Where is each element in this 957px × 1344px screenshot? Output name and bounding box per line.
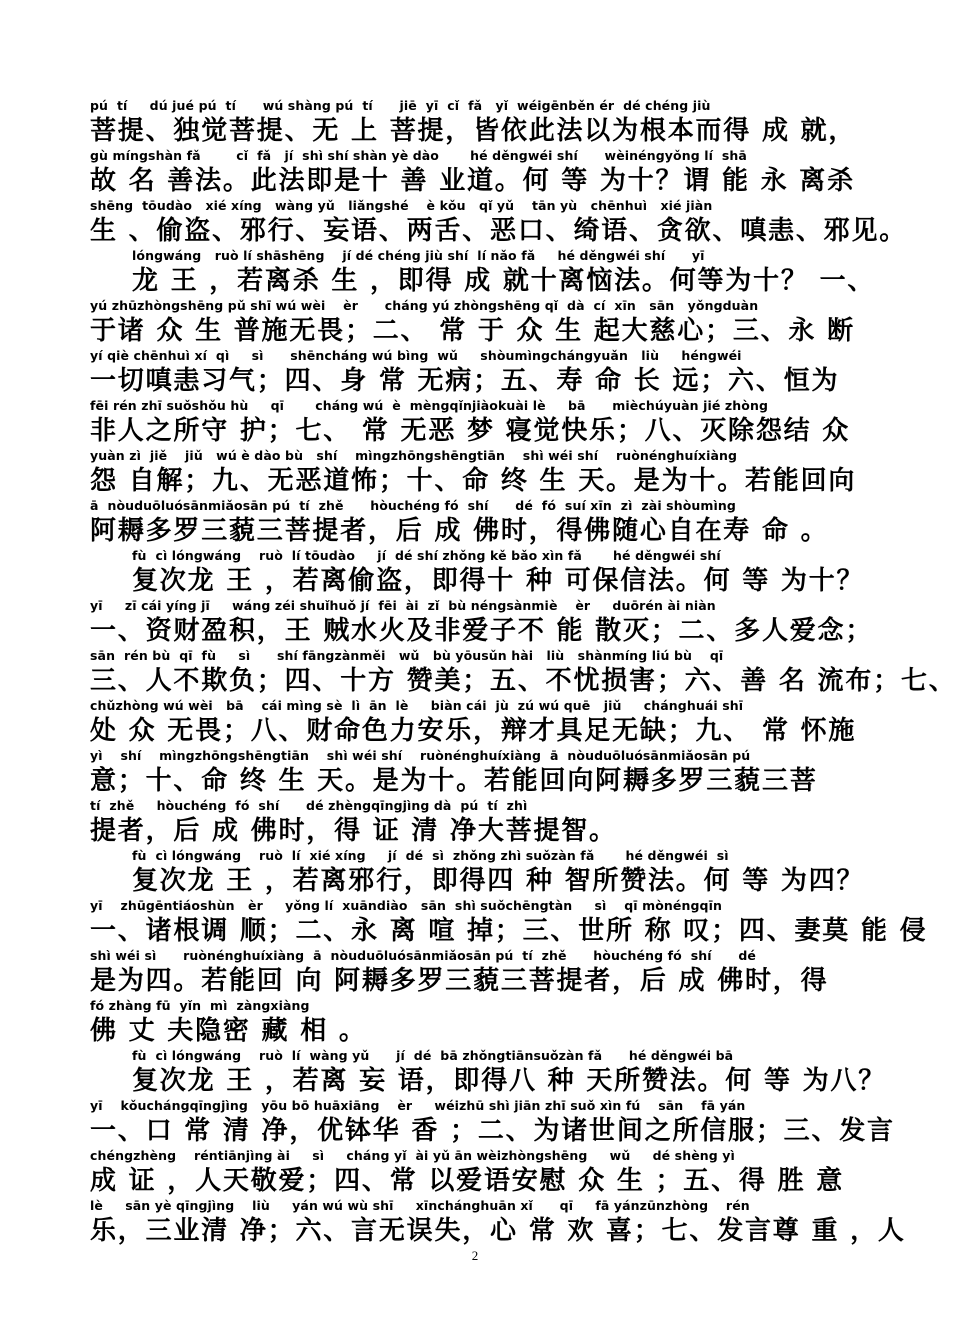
text-line [90,598,874,648]
pinyin-annotation: fó zhàng fū yǐn mì zàngxiàng [90,998,310,1013]
text-line [90,698,865,748]
text-line [90,198,908,248]
text-line [90,898,928,948]
chinese-text: 一切嗔恚习气；四、身 常 无病；五、寿 命 长 远；六、恒为 [90,366,840,396]
chinese-text: 复次龙 王 ，若离 妄 语，即得八 种 天所赞法。何 等 为八？ [132,1066,887,1096]
text-line [90,1148,865,1198]
pinyin-annotation: chǔzhòng wú wèi bā cái mìng sè lì ān lè biàn cái jù zú wú quē jiǔ chánghuái shī [90,698,744,713]
pinyin-annotation: shì wéi sì ruònénghuíxiàng ā nòuduōluósānmiǎosān pú tí zhě hòuchéng fó shí dé [90,948,756,963]
text-line [90,298,865,348]
pinyin-annotation: fù cì lóngwáng ruò lí tōudào jí dé shí zhǒng kě bǎo xìn fǎ hé děngwéi shí [132,548,721,563]
chinese-text: 菩提、独觉菩提、无 上 菩提，皆依此法以为根本而得 成 就， [90,116,857,146]
chinese-text: 三、人不欺负；四、十方 赞美；五、不忧损害；六、善 名 流布；七、 [90,666,957,696]
chinese-text: 非人之所守 护；七、 常 无恶 梦 寝觉快乐；八、灭除怨结 众 [90,416,851,446]
text-line [90,748,865,798]
pinyin-annotation: yuàn zì jiě jiǔ wú è dào bù shí mìngzhōngshēngtiān shì wéi shí ruònénghuíxiàng [90,448,738,463]
chinese-text: 佛 丈 夫隐密 藏 相 。 [90,1016,367,1046]
chinese-text: 提者，后 成 佛时，得 证 清 净大菩提智。 [90,816,617,846]
text-line [90,398,865,448]
chinese-text: 复次龙 王 ，若离邪行，即得四 种 智所赞法。何 等 为四？ [132,866,865,896]
pinyin-annotation: fēi rén zhī suǒshǒu hù qī cháng wú è mèngqǐnjiàokuài lè bā mièchúyuàn jié zhòng [90,398,768,413]
chinese-text: 一、诸根调 顺；二、永 离 喧 掉；三、世所 称 叹；四、妻莫 能 侵 [90,916,928,946]
pinyin-annotation: yí qiè chēnhuì xí qì sì shēncháng wú bìng wǔ shòumìngchángyuǎn liù héngwéi [90,348,742,363]
pinyin-annotation: pú tí dú jué pú tí wú shàng pú tí jiē yī cǐ fǎ yǐ wéigēnběn ér dé chéng jiù [90,98,711,113]
pinyin-annotation: yī kǒuchángqīngjìng yōu bō huāxiāng èr wéizhū shì jiān zhī suǒ xìn fú sān fā yán [90,1098,746,1113]
text-line [90,448,865,498]
chinese-text: 是为四。若能回 向 阿耨多罗三藐三菩提者，后 成 佛时，得 [90,966,829,996]
text-line [90,98,865,148]
page-number: 2 [471,1248,479,1263]
pinyin-annotation: ā nòuduōluósānmiǎosān pú tí zhě hòuchéng fó shí dé fó suí xīn zì zài shòumìng [90,498,736,513]
document-page [90,98,957,1248]
chinese-text: 处 众 无畏；八、财命色力安乐，辩才具足无缺；九、 常 怀施 [90,716,857,746]
text-line [90,548,865,598]
text-line [90,498,865,548]
pinyin-annotation: tí zhě hòuchéng fó shí dé zhèngqīngjìng dà pú tí zhì [90,798,528,813]
chinese-text: 复次龙 王 ，若离偷盗，即得十 种 可保信法。何 等 为十？ [132,566,865,596]
pinyin-annotation: fù cì lóngwáng ruò lí xié xíng jí dé sì zhǒng zhì suǒzàn fǎ hé děngwéi sì [132,848,729,863]
pinyin-annotation: yì shí mìngzhōngshēngtiān shì wéi shí ruònénghuíxiàng ā nòuduōluósānmiǎosān pú [90,748,751,763]
text-line [90,648,957,698]
chinese-text: 一、口 常 清 净，优钵华 香 ；二、为诸世间之所信服；三、发言 [90,1116,895,1146]
text-line [90,798,865,848]
pinyin-annotation: fù cì lóngwáng ruò lí wàng yǔ jí dé bā zhǒngtiānsuǒzàn fǎ hé děngwéi bā [132,1048,734,1063]
chinese-text: 成 证 ，人天敬爱；四、常 以爱语安慰 众 生 ；五、得 胜 意 [90,1166,845,1196]
chinese-text: 阿耨多罗三藐三菩提者，后 成 佛时，得佛随心自在寿 命 。 [90,516,829,546]
text-line [90,348,865,398]
pinyin-annotation: lè sān yè qīngjìng liù yán wú wù shī xīnchánghuān xǐ qī fā yánzūnzhòng rén [90,1198,750,1213]
pinyin-annotation: yī zhūgēntiáoshùn èr yǒng lí xuāndiào sān shì suǒchēngtàn sì qī mònéngqīn [90,898,722,913]
pinyin-annotation: shēng tōudào xié xíng wàng yǔ liǎngshé è kǒu qǐ yǔ tān yù chēnhuì xié jiàn [90,198,713,213]
chinese-text: 故 名 善法。此法即是十 善 业道。何 等 为十？谓 能 永 离杀 [90,166,855,196]
text-line [90,948,865,998]
text-line [90,1198,906,1248]
text-line [90,1048,887,1098]
text-line [90,248,876,298]
pinyin-annotation: lóngwáng ruò lí shāshēng jí dé chéng jiù shí lí nǎo fǎ hé děngwéi shí yī [132,248,705,263]
text-line [90,998,865,1048]
chinese-text: 龙 王 ，若离杀 生 ，即得 成 就十离恼法。何等为十？ 一、 [132,266,876,296]
text-line [90,148,865,198]
pinyin-annotation: chéngzhèng réntiānjìng ài sì cháng yǐ ài yǔ ān wèizhòngshēng wǔ dé shèng yì [90,1148,735,1163]
chinese-text: 怨 自解；九、无恶道怖；十、命 终 生 天。是为十。若能回向 [90,466,857,496]
chinese-text: 意；十、命 终 生 天。是为十。若能回向阿耨多罗三藐三菩 [90,766,818,796]
chinese-text: 生 、偷盗、邪行、妄语、两舌、恶口、绮语、贪欲、嗔恚、邪见。 [90,216,908,246]
chinese-text: 一、资财盈积，王 贼水火及非爱子不 能 散灭；二、多人爱念； [90,616,874,646]
chinese-text: 乐，三业清 净；六、言无误失，心 常 欢 喜；七、发言尊 重 ，人 [90,1216,906,1246]
text-line [90,848,865,898]
pinyin-annotation: sān rén bù qī fù sì shí fāngzànměi wǔ bù yōusǔn hài liù shànmíng liú bù qī [90,648,724,663]
pinyin-annotation: yī zī cái yíng jī wáng zéi shuǐhuǒ jí fēi ài zǐ bù néngsànmiè èr duōrén ài niàn [90,598,716,613]
pinyin-annotation: yú zhūzhòngshēng pǔ shī wú wèi èr cháng yú zhòngshēng qǐ dà cí xīn sān yǒngduàn [90,298,759,313]
pinyin-annotation: gù míngshàn fǎ cǐ fǎ jí shì shí shàn yè dào hé děngwéi shí wèinéngyǒng lí shā [90,148,747,163]
text-line [90,1098,895,1148]
chinese-text: 于诸 众 生 普施无畏；二、 常 于 众 生 起大慈心；三、永 断 [90,316,855,346]
